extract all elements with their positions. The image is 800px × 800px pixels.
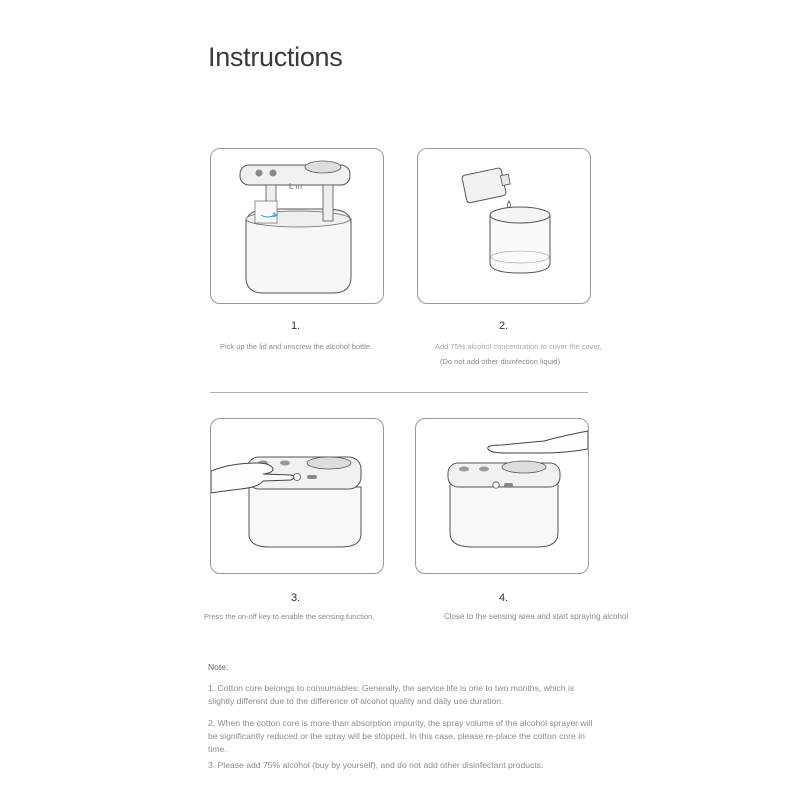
step-3-number: 3. xyxy=(291,592,301,604)
page-title: Instructions xyxy=(208,42,343,72)
note-item-2: 2. When the cotton core is more than absorption impurity, the spray volume of the alcohol sprayer will be significantly reduced or the spray will be stopped. In this case, please re-place the cotton core in time. xyxy=(208,718,593,754)
step-2-number: 2. xyxy=(499,320,509,332)
step-2-caption: Add 75% alcohol concentration to cover the cover, xyxy=(435,342,602,351)
step-2-illustration xyxy=(417,148,591,304)
step-4-illustration xyxy=(415,418,589,574)
step-3-caption: Press the on-off key to enable the sensing function. xyxy=(204,612,375,621)
note-item-3: 3. Please add 75% alcohol (buy by yourself), and do not add other disinfectant products. xyxy=(208,760,544,770)
note-item-1: 1. Cotton core belongs to consumables: Generally, the service life is one to two months, which is slightly different due to the difference of alcohol quality and daily use duration. xyxy=(208,683,575,706)
step-1-illustration xyxy=(210,148,384,304)
step-2-caption-note: (Do not add other disinfection liquid) xyxy=(440,357,561,366)
step-4-number: 4. xyxy=(499,592,509,604)
svg-text:L m: L m xyxy=(289,182,303,191)
note-label: Note: xyxy=(208,662,229,672)
step-1-number: 1. xyxy=(291,320,301,332)
section-divider xyxy=(210,392,588,393)
step-4-caption: Close to the sensing area and start spraying alcohol xyxy=(444,612,629,621)
step-3-illustration xyxy=(210,418,384,574)
step-1-caption: Pick up the lid and unscrew the alcohol bottle. xyxy=(220,342,373,351)
